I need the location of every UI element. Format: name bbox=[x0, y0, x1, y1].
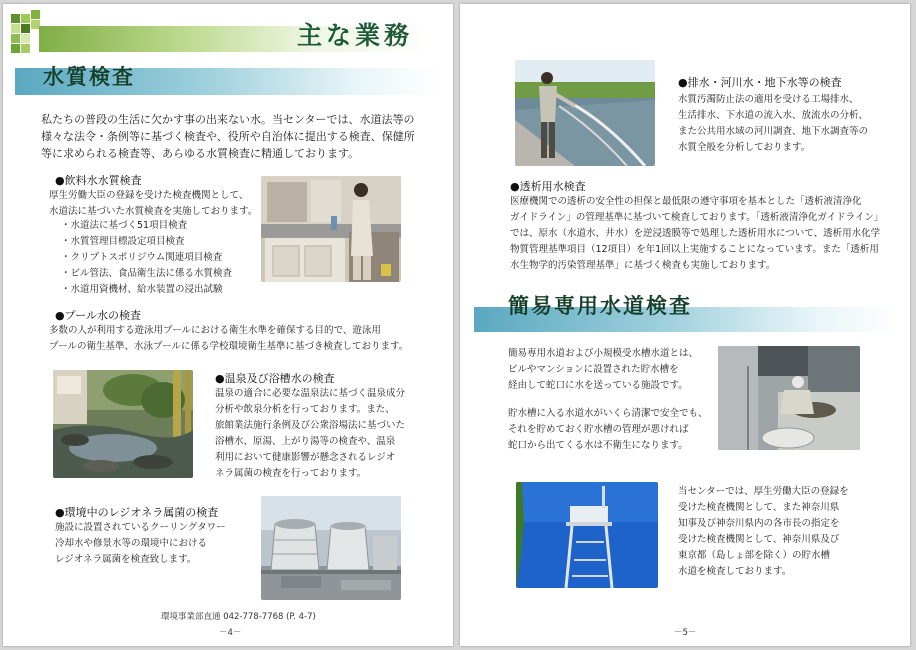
body-line: 水質汚濁防止法の適用を受ける工場排水、 bbox=[678, 94, 859, 105]
river-water-heading: ●排水・河川水・地下水等の検査 bbox=[678, 76, 842, 89]
water-tower-photo bbox=[516, 482, 658, 588]
body-line: 冷却水や修景水等の環境中における bbox=[55, 538, 208, 549]
body-line: 経由して蛇口に水を送っている施設です。 bbox=[508, 380, 688, 391]
body-line: 当センターでは、厚生労働大臣の登録を bbox=[678, 486, 849, 497]
list-item: ・水質管理目標設定項目検査 bbox=[61, 236, 185, 247]
body-line: 水生物学的汚染管理基準」に基づく検査も実施しております。 bbox=[510, 260, 776, 271]
cooling-tower-photo bbox=[261, 496, 401, 600]
contact-footer: 環境事業部直通 042-778-7768 (P. 4-7) bbox=[161, 612, 316, 622]
legionella-heading: ●環境中のレジオネラ属菌の検査 bbox=[55, 506, 219, 519]
body-line: では、原水（水道水、井水）を逆浸透膜等で処理した透析用水について、透析用水化学 bbox=[510, 228, 881, 239]
body-line: 水道法に基づいた水質検査を実施しております。 bbox=[49, 206, 258, 217]
body-line: 医療機関での透析の安全性の担保と最低限の遵守事項を基本とした「透析液清浄化 bbox=[510, 196, 862, 207]
body-line: ビルやマンションに設置された貯水槽を bbox=[508, 364, 679, 375]
center-description bbox=[678, 484, 849, 580]
page-number-left: －4－ bbox=[219, 628, 242, 638]
body-line: 利用において健康影響が懸念されるレジオ bbox=[215, 452, 396, 463]
body-line: 受けた検査機関として、また神奈川県 bbox=[678, 502, 840, 513]
lab-sink-photo bbox=[261, 176, 401, 282]
body-line: レジオネラ属菌を検査致します。 bbox=[55, 554, 197, 565]
header-title: 主な業務 bbox=[297, 21, 414, 50]
hot-spring-photo bbox=[53, 370, 193, 478]
water-tank-inspection-photo bbox=[718, 346, 860, 450]
list-item: ・水道法に基づく51項目検査 bbox=[61, 220, 188, 231]
body-line: プールの衛生基準、水泳プールに係る学校環境衛生基準に基づき検査しております。 bbox=[49, 341, 409, 352]
intro-line: 様々な法令・条例等に基づく検査や、役所や自治体に提出する検査、保健所 bbox=[41, 130, 415, 143]
body-line: 水質全般を分析しております。 bbox=[678, 142, 811, 153]
pool-water-heading: ●プール水の検査 bbox=[55, 309, 142, 322]
body-line: 水道を検査しております。 bbox=[678, 566, 792, 577]
river-sampling-photo bbox=[515, 60, 655, 166]
body-line: 旅館業法施行条例及び公衆浴場法に基づいた bbox=[215, 420, 406, 431]
intro-text bbox=[41, 111, 415, 162]
body-line: 物質管理基準項目（12項目）を年1回以上実施することになっています。また「透析用 bbox=[510, 244, 879, 255]
intro-line: 等に求められる検査等、あらゆる水質検査に精通しております。 bbox=[41, 147, 360, 160]
body-line: 施設に設置されているクーリングタワー bbox=[55, 522, 226, 533]
list-item: ・水道用資機材、給水装置の浸出試験 bbox=[61, 284, 223, 295]
body-line: 浴槽水、原湯、上がり湯等の検査や、温泉 bbox=[215, 436, 396, 447]
simple-water-body-b bbox=[508, 406, 708, 454]
page-number-right: －5－ bbox=[674, 628, 697, 638]
body-line: また公共用水域の河川調査、地下水調査等の bbox=[678, 126, 869, 137]
simple-water-body-a bbox=[508, 346, 698, 394]
body-line: ネラ属菌の検査を行っております。 bbox=[215, 468, 367, 479]
onsen-body bbox=[215, 386, 405, 482]
body-line: 簡易専用水道および小規模受水槽水道とは、 bbox=[508, 348, 699, 359]
pool-water-body bbox=[49, 323, 408, 355]
dialysis-water-body bbox=[510, 194, 883, 274]
body-line: それを貯めておく貯水槽の管理が悪ければ bbox=[508, 424, 689, 435]
list-item: ・ビル管法、食品衛生法に係る水質検査 bbox=[61, 268, 233, 279]
right-page bbox=[460, 4, 910, 646]
list-item: ・クリプトスポリジウム関連項目検査 bbox=[61, 252, 223, 263]
body-line: 分析や飲泉分析を行っております。また、 bbox=[215, 404, 395, 415]
drinking-water-list bbox=[61, 218, 232, 298]
left-page bbox=[3, 4, 453, 646]
intro-line: 私たちの普段の生活に欠かす事の出来ない水。当センターでは、水道法等の bbox=[41, 113, 415, 126]
body-line: 生活排水、下水道の流入水、放流水の分析、 bbox=[678, 110, 869, 121]
section-title-simple-water-supply: 簡易専用水道検査 bbox=[508, 294, 692, 318]
body-line: 蛇口から出てくる水は不衛生になります。 bbox=[508, 440, 688, 451]
body-line: 温泉の適合に必要な温泉法に基づく温泉成分 bbox=[215, 388, 406, 399]
body-line: 知事及び神奈川県内の各市長の指定を bbox=[678, 518, 840, 529]
body-line: 貯水槽に入る水道水がいくら清潔で安全でも、 bbox=[508, 408, 708, 419]
section-title-water-quality: 水質検査 bbox=[43, 65, 135, 89]
body-line: 受けた検査機関として、神奈川県及び bbox=[678, 534, 840, 545]
river-water-body bbox=[678, 92, 868, 156]
drinking-water-body bbox=[49, 188, 257, 220]
legionella-body bbox=[55, 520, 226, 568]
drinking-water-heading: ●飲料水水質検査 bbox=[55, 174, 142, 187]
body-line: 多数の人が利用する遊泳用プールにおける衛生水準を確保する目的で、遊泳用 bbox=[49, 325, 381, 336]
onsen-heading: ●温泉及び浴槽水の検査 bbox=[215, 372, 335, 385]
body-line: 東京都（島しょ部を除く）の貯水槽 bbox=[678, 550, 831, 561]
body-line: 厚生労働大臣の登録を受けた検査機関として、 bbox=[49, 190, 249, 201]
dialysis-water-heading: ●透析用水検査 bbox=[510, 180, 586, 193]
body-line: ガイドライン」の管理基準に基づいて検査しております。「透析液清浄化ガイドライン」 bbox=[510, 212, 884, 223]
